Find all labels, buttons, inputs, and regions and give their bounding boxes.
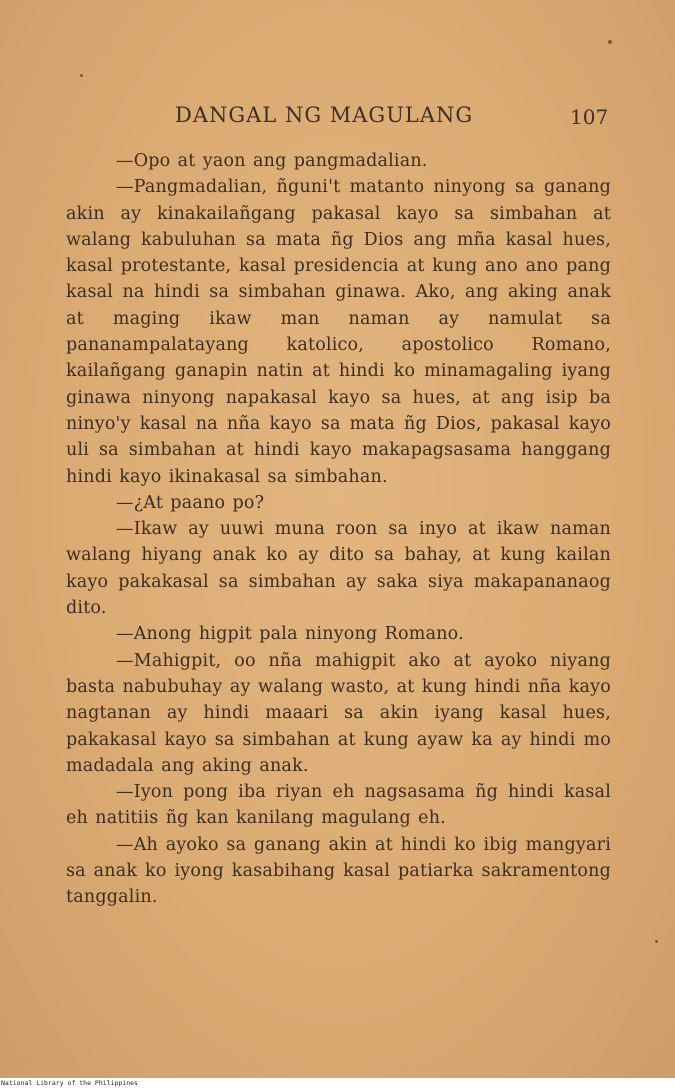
paragraph: —Opo at yaon ang pangmadalian. (116, 151, 428, 171)
body-text (66, 148, 611, 911)
footer-credit: National Library of the Philippines (1, 1079, 138, 1087)
paragraph: —Ikaw ay uuwi muna roon sa inyo at ikaw naman walang hiyang anak ko ay dito sa bahay, at kung kailan kayo pakakasal sa simbahan ay saka siya makapananaog dito. (66, 519, 611, 619)
paper-speck (80, 74, 83, 77)
paragraph: —Anong higpit pala ninyong Romano. (116, 624, 464, 645)
page-header (0, 103, 675, 137)
footer-bar (0, 1078, 675, 1088)
paragraph: —Mahigpit, oo nña mahigpit ako at ayoko niyang basta nabubuhay ay walang wasto, at kung hindi nña kayo nagtanan ay hindi maaari sa akin iyang kasal hues, pakakasal kayo sa simbahan at kung ayaw ka ay hindi mo madadala ang aking anak. (66, 650, 611, 776)
paper-speck (608, 40, 612, 44)
page-number: 107 (570, 105, 609, 129)
paper-speck (655, 940, 658, 943)
paragraph: —Iyon pong iba riyan eh nagsasama ñg hindi kasal eh natitiis ñg kan kanilang magulang eh. (66, 782, 611, 829)
paragraph: —¿At paano po? (116, 492, 265, 513)
running-title: DANGAL NG MAGULANG (175, 103, 474, 127)
paragraph: —Ah ayoko sa ganang akin at hindi ko ibig mangyari sa anak ko iyong kasabihang kasal patiarka sakramentong tanggalin. (66, 834, 611, 908)
paragraph: —Pangmadalian, ñguni't matanto ninyong sa ganang akin ay kinakailañgang pakasal kayo sa simbahan at walang kabuluhan sa mata ñg Dios ang mña kasal hues, kasal protestante, kasal presidencia at kung ano ano pang kasal na hindi sa simbahan ginawa. Ako, ang aking anak at maging ikaw man naman ay namulat sa pananampalatayang katolico, apostolico Romano, kailañgang ganapin natin at hindi ko minamagaling iyang ginawa ninyong napakasal kayo sa hues, at ang isip ba ninyo'y kasal na nña kayo sa mata ñg Dios, pakasal kayo uli sa simbahan at hindi kayo makapagsasama hanggang hindi kayo ikinakasal sa simbahan. (66, 177, 611, 487)
